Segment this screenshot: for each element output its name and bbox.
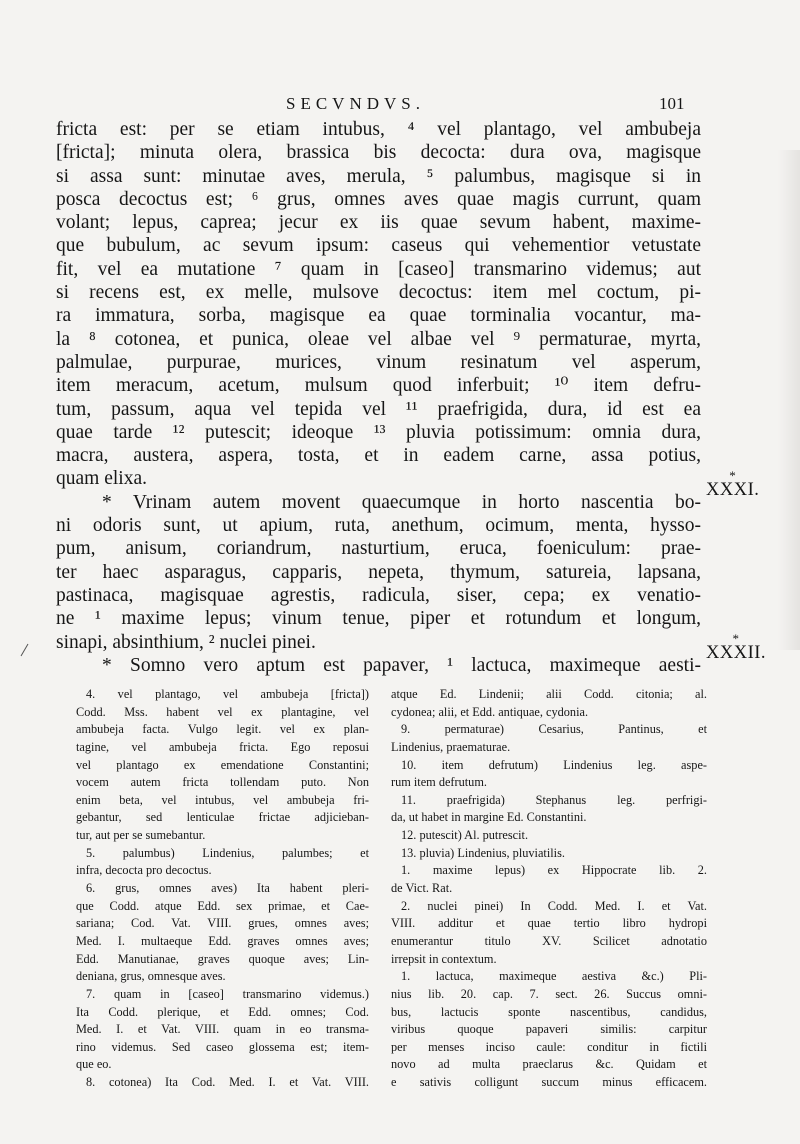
- footnote-line: de Vict. Rat.: [391, 881, 453, 896]
- text-line: macra, austera, aspera, tosta, et in eadem carne, assa potius,: [56, 445, 701, 467]
- footnote-line: Med. I. multaeque Edd. graves omnes aves;: [76, 933, 369, 948]
- text-line: quae tarde ¹² putescit; ideoque ¹³ pluvia potissimum: omnia dura,: [56, 421, 701, 443]
- text-line: si assa sunt: minutae aves, merula, ⁵ palumbus, magisque si in: [56, 165, 701, 187]
- text-line: [fricta]; minuta olera, brassica bis decocta: dura ova, magisque: [56, 142, 701, 164]
- margin-note-label: XXXII.: [706, 643, 767, 663]
- page-number: 101: [659, 94, 685, 113]
- running-head: SECVNDVS.: [286, 94, 425, 113]
- footnote-line: que eo.: [76, 1057, 112, 1072]
- footnote-line: novo ad multa praeclarus &c. Quidam et: [391, 1057, 707, 1072]
- text-line: pum, anisum, coriandrum, nasturtium, eruca, foeniculum: prae-: [56, 538, 701, 560]
- page-header: [0, 94, 800, 118]
- text-line: fit, vel ea mutatione ⁷ quam in [caseo] transmarino videmus; aut: [56, 258, 701, 280]
- footnotes-right-column: [391, 686, 707, 1092]
- footnote-line: Codd. Mss. habent vel ex plantagine, vel: [76, 704, 369, 719]
- footnote-line: viribus quoque papaveri similis: carpitur: [391, 1022, 707, 1037]
- text-line: palmulae, purpurae, murices, vinum resinatum vel asperum,: [56, 351, 701, 373]
- text-line: ni odoris sunt, ut apium, ruta, anethum, ocimum, menta, hysso-: [56, 515, 701, 537]
- text-line: fricta est: per se etiam intubus, ⁴ vel plantago, vel ambubeja: [56, 119, 701, 140]
- footnote-line: 7. quam in [caseo] transmarino videmus.): [86, 986, 369, 1001]
- footnotes-left-column: [76, 686, 369, 1092]
- footnote-line: vel plantago ex emendatione Constantini;: [76, 757, 369, 772]
- main-text: [56, 118, 701, 677]
- footnote-line: infra, decocta pro decoctus.: [76, 863, 212, 878]
- footnote-line: nius lib. 20. cap. 7. sect. 26. Succus omni-: [391, 986, 707, 1001]
- footnote-line: 4. vel plantago, vel ambubeja [fricta]): [86, 687, 369, 701]
- footnote-line: vocem autem fricta tollendam puto. Non: [76, 775, 369, 790]
- margin-note-xxxii: [706, 631, 767, 663]
- footnote-line: e sativis colligunt succum minus efficacem.: [391, 1075, 707, 1090]
- footnote-line: Edd. Manutianae, graves quoque aves; Lin-: [76, 951, 369, 966]
- footnote-line: 8. cotonea) Ita Cod. Med. I. et Vat. VIII.: [86, 1075, 369, 1090]
- footnote-line: Ita Codd. plerique, et Edd. omnes; Cod.: [76, 1004, 369, 1019]
- page-bleed-through: [778, 150, 800, 650]
- text-line: quam elixa.: [56, 468, 147, 490]
- margin-note-star: *: [732, 631, 740, 646]
- text-line: ne ¹ maxime lepus; vinum tenue, piper et rotundum et longum,: [56, 608, 701, 630]
- footnote-line: 11. praefrigida) Stephanus leg. perfrigi-: [401, 792, 707, 807]
- text-line: pastinaca, magisquae agrestis, radicula, siser, cepa; ex venatio-: [56, 584, 701, 606]
- text-line: * Vrinam autem movent quaecumque in horto nascentia bo-: [102, 491, 701, 513]
- footnote-line: tagine, vel ambubeja fricta. Ego reposui: [76, 739, 369, 754]
- footnote-line: per menses inciso caule: conditur in fictili: [391, 1039, 707, 1054]
- text-line: tum, passum, aqua vel tepida vel ¹¹ praefrigida, dura, id est ea: [56, 398, 701, 420]
- footnote-line: deniana, grus, omnesque aves.: [76, 969, 226, 984]
- footnote-line: atque Ed. Lindenii; alii Codd. citonia; al.: [391, 687, 707, 701]
- footnote-line: Med. I. et Vat. VIII. quam in eo transma-: [76, 1022, 369, 1037]
- footnote-line: 10. item defrutum) Lindenius leg. aspe-: [401, 757, 707, 772]
- footnote-line: 2. nuclei pinei) In Codd. Med. I. et Vat.: [401, 898, 707, 913]
- text-line: item meracum, acetum, mulsum quod inferbuit; ¹⁰ item defru-: [56, 375, 701, 397]
- text-line: si recens est, ex melle, mulsove decoctus: item mel coctum, pi-: [56, 282, 701, 304]
- footnote-line: cydonea; alii, et Edd. antiquae, cydonia.: [391, 704, 589, 719]
- margin-mark: [21, 644, 29, 657]
- footnote-line: da, ut habet in margine Ed. Constantini.: [391, 810, 587, 825]
- footnote-line: enim beta, vel intubus, vel ambubeja fri-: [76, 792, 369, 807]
- footnote-line: Lindenius, praematurae.: [391, 739, 511, 754]
- footnote-line: VIII. additur et quae tertio libro hydropi: [391, 916, 707, 931]
- footnote-line: rino videmus. Sed caseo glossema est; item-: [76, 1039, 369, 1054]
- footnote-line: bus, lactucis sponte nascentibus, candidus,: [391, 1004, 707, 1019]
- footnote-line: 1. maxime lepus) ex Hippocrate lib. 2.: [401, 863, 707, 878]
- text-line: sinapi, absinthium, ² nuclei pinei.: [56, 631, 316, 653]
- footnote-line: 1. lactuca, maximeque aestiva &c.) Pli-: [401, 969, 707, 984]
- footnote-line: 12. putescit) Al. putrescit.: [401, 828, 529, 843]
- footnote-line: sariana; Cod. Vat. VIII. grues, omnes aves;: [76, 916, 369, 931]
- footnote-line: irrepsit in contextum.: [391, 951, 497, 966]
- footnote-line: que Codd. atque Edd. sex primae, et Cae-: [76, 898, 369, 913]
- footnote-line: 9. permaturae) Cesarius, Pantinus, et: [401, 722, 707, 737]
- text-line: ra immatura, sorba, magisque ea quae torminalia vocantur, ma-: [56, 305, 701, 327]
- text-line: ter haec asparagus, capparis, nepeta, thymum, satureia, lapsana,: [56, 561, 701, 583]
- text-line: volant; lepus, caprea; jecur ex iis quae sevum habent, maxime-: [56, 212, 701, 234]
- margin-note-xxxi: [706, 468, 760, 500]
- margin-note-star: *: [729, 468, 737, 483]
- footnote-line: ambubeja facta. Vulgo legit. vel ex plan-: [76, 722, 369, 737]
- footnote-line: rum item defrutum.: [391, 775, 487, 790]
- text-line: posca decoctus est; ⁶ grus, omnes aves quae magis currunt, quam: [56, 188, 701, 210]
- text-line: que bubulum, ac sevum ipsum: caseus qui vehementior vetustate: [56, 235, 701, 257]
- footnote-line: 6. grus, omnes aves) Ita habent pleri-: [86, 881, 369, 896]
- footnote-line: 5. palumbus) Lindenius, palumbes; et: [86, 845, 369, 860]
- footnote-line: gebantur, sed lenticulae frictae adjicieban-: [76, 810, 369, 825]
- footnote-line: enumerantur titulo XV. Scilicet adnotatio: [391, 933, 707, 948]
- text-line: * Somno vero aptum est papaver, ¹ lactuca, maximeque aesti-: [102, 654, 701, 676]
- footnote-line: tur, aut per se sumebantur.: [76, 828, 206, 843]
- margin-note-label: XXXI.: [706, 480, 760, 500]
- footnote-line: 13. pluvia) Lindenius, pluviatilis.: [401, 845, 565, 860]
- text-line: la ⁸ cotonea, et punica, oleae vel albae vel ⁹ permaturae, myrta,: [56, 328, 701, 350]
